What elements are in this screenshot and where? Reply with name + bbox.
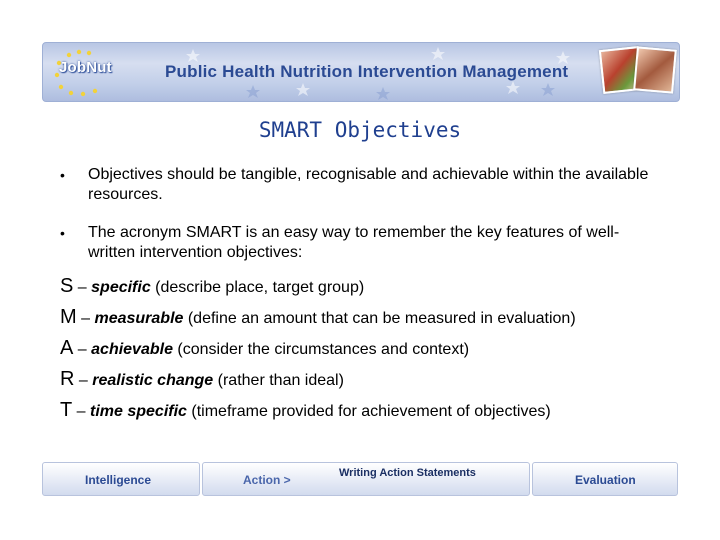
smart-term: achievable bbox=[91, 341, 173, 358]
tab-action-label: Action > bbox=[243, 473, 291, 487]
bullet-list bbox=[60, 165, 660, 281]
smart-letter: T bbox=[60, 399, 73, 421]
smart-dash: – bbox=[76, 310, 95, 327]
smart-detail: (timeframe provided for achievement of objectives) bbox=[186, 403, 551, 420]
tab-action-sublabel: Writing Action Statements bbox=[339, 467, 476, 479]
tab-evaluation[interactable] bbox=[532, 462, 678, 496]
tab-intelligence[interactable] bbox=[42, 462, 200, 496]
tab-intelligence-label: Intelligence bbox=[85, 473, 152, 487]
smart-term: realistic change bbox=[92, 372, 214, 389]
smart-letter: A bbox=[60, 337, 74, 359]
smart-item-a bbox=[60, 338, 680, 360]
tab-action[interactable] bbox=[202, 462, 530, 496]
smart-dash: – bbox=[72, 403, 91, 420]
smart-dash: – bbox=[73, 279, 92, 296]
bullet-marker: • bbox=[60, 167, 65, 183]
smart-item-s bbox=[60, 276, 680, 298]
smart-letter: S bbox=[60, 275, 74, 297]
smart-detail: (consider the circumstances and context) bbox=[172, 341, 470, 358]
smart-list bbox=[60, 276, 680, 431]
header-banner bbox=[42, 42, 680, 102]
smart-item-m bbox=[60, 307, 680, 329]
bullet-marker: • bbox=[60, 225, 65, 241]
smart-term: specific bbox=[91, 279, 151, 296]
bullet-item bbox=[60, 223, 660, 263]
smart-term: time specific bbox=[90, 403, 187, 420]
bullet-text: Objectives should be tangible, recognisable and achievable within the available resources. bbox=[88, 166, 649, 203]
smart-dash: – bbox=[74, 372, 93, 389]
smart-item-r bbox=[60, 369, 680, 391]
slide-title: SMART Objectives bbox=[258, 118, 462, 142]
smart-dash: – bbox=[73, 341, 92, 358]
banner-title: Public Health Nutrition Intervention Management bbox=[165, 62, 569, 81]
smart-letter: R bbox=[60, 368, 75, 390]
smart-letter: M bbox=[60, 306, 77, 328]
jobnut-logo: JobNut bbox=[59, 59, 112, 76]
bottom-nav bbox=[42, 462, 678, 496]
smart-detail: (rather than ideal) bbox=[213, 372, 344, 389]
tab-evaluation-label: Evaluation bbox=[575, 473, 636, 487]
bullet-item bbox=[60, 165, 660, 205]
smart-detail: (describe place, target group) bbox=[150, 279, 365, 296]
smart-term: measurable bbox=[94, 310, 184, 327]
child-photo bbox=[633, 46, 677, 93]
bullet-text: The acronym SMART is an easy way to remember the key features of well-written intervention objectives: bbox=[88, 224, 620, 261]
smart-item-t bbox=[60, 400, 680, 422]
smart-detail: (define an amount that can be measured in evaluation) bbox=[183, 310, 576, 327]
